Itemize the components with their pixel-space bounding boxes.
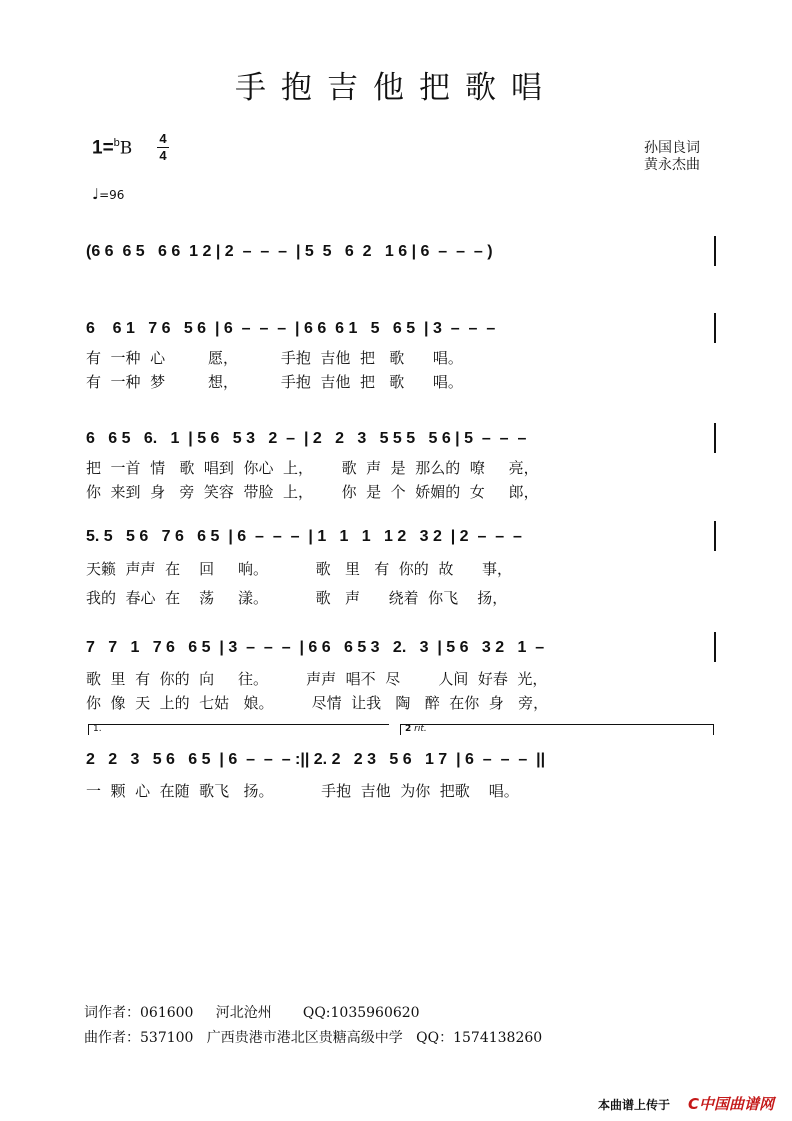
tempo-value: =96 [99,188,125,202]
system-3-notes: 5. 5 5 6 7 6 6 5 | 6 – – – | 1 1 1 1 2 3 2 | 2 – – – [86,528,522,545]
composer-info: 曲作者：537100 广西贵港市港北区贵糖高级中学 QQ：1574138260 [84,1030,543,1046]
system-1-lyric-1: 有 一种 心 愿， 手抱 吉他 把 歌 唱。 [86,349,463,367]
volta-first-ending [88,724,389,735]
time-signature-top: 4 [159,131,167,146]
song-title: 手抱吉他把歌唱 [235,70,557,106]
tempo-marking [92,185,124,203]
volta-first-label: 1. [93,724,102,734]
time-signature-bottom: 4 [159,148,167,163]
quarter-note-icon: ♩ [92,185,100,203]
upload-note: 本曲谱上传于 [598,1098,671,1112]
volta-second-ending [400,724,714,735]
system-1-notes: 6 6 1 7 6 5 6 | 6 – – – | 6 6 6 1 5 6 5 | 3 – – – [86,320,496,337]
barline [714,313,716,343]
system-1-lyric-2: 有 一种 梦 想， 手抱 吉他 把 歌 唱。 [86,373,463,391]
system-4-lyric-2: 你 像 天 上的 七姑 娘。 尽情 让我 陶 醉 在你 身 旁， [86,694,549,712]
flat-sign: b [113,137,120,149]
system-2-lyric-1: 把 一首 情 歌 唱到 你心 上， 歌 声 是 那么的 嘹 亮， [86,459,539,477]
barline [714,423,716,453]
volta-second-label [405,724,427,734]
system-4-notes: 7 7 1 7 6 6 5 | 3 – – – | 6 6 6 5 3 2. 3 | 5 6 3 2 1 – [86,639,545,656]
volta-second-number: 2 [405,724,412,734]
system-3-lyric-2: 我的 春心 在 荡 漾。 歌 声 绕着 你飞 扬， [86,589,508,607]
key-note: B [119,138,133,159]
system-0-notes: (6 6 6 5 6 6 1 2 | 2 – – – | 5 5 6 2 1 6 | 6 – – – ) [86,243,493,260]
time-signature [156,132,170,163]
system-2-notes: 6 6 5 6. 1 | 5 6 5 3 2 – | 2 2 3 5 5 5 5 6 | 5 – – – [86,430,527,447]
barline [714,236,716,266]
site-logo[interactable] [688,1093,774,1114]
system-3-lyric-1: 天籁 声声 在 回 响。 歌 里 有 你的 故 事， [86,560,512,578]
lyricist-info: 词作者：061600 河北沧州 QQ:1035960620 [84,1005,420,1021]
logo-text: 中国曲谱网 [699,1095,775,1113]
system-4-lyric-1: 歌 里 有 你的 向 往。 声声 唱不 尽 人间 好春 光， [86,670,548,688]
barline [714,632,716,662]
key-one: 1= [92,137,114,159]
system-2-lyric-2: 你 来到 身 旁 笑容 带脸 上， 你 是 个 娇媚的 女 郎， [86,483,539,501]
barline [714,521,716,551]
system-5-lyric-1: 一 颗 心 在随 歌飞 扬。 手抱 吉他 为你 把歌 唱。 [86,782,519,800]
system-5-notes: 2 2 3 5 6 6 5 | 6 – – – :|| 2. 2 2 3 5 6 1 7 | 6 – – – || [86,751,546,768]
ritardando-mark: rit. [414,724,427,734]
logo-icon: C [688,1095,700,1113]
lyricist: 孙国良词 [644,140,700,156]
composer: 黄永杰曲 [644,157,700,173]
key-signature [92,137,132,159]
credits [600,140,700,174]
